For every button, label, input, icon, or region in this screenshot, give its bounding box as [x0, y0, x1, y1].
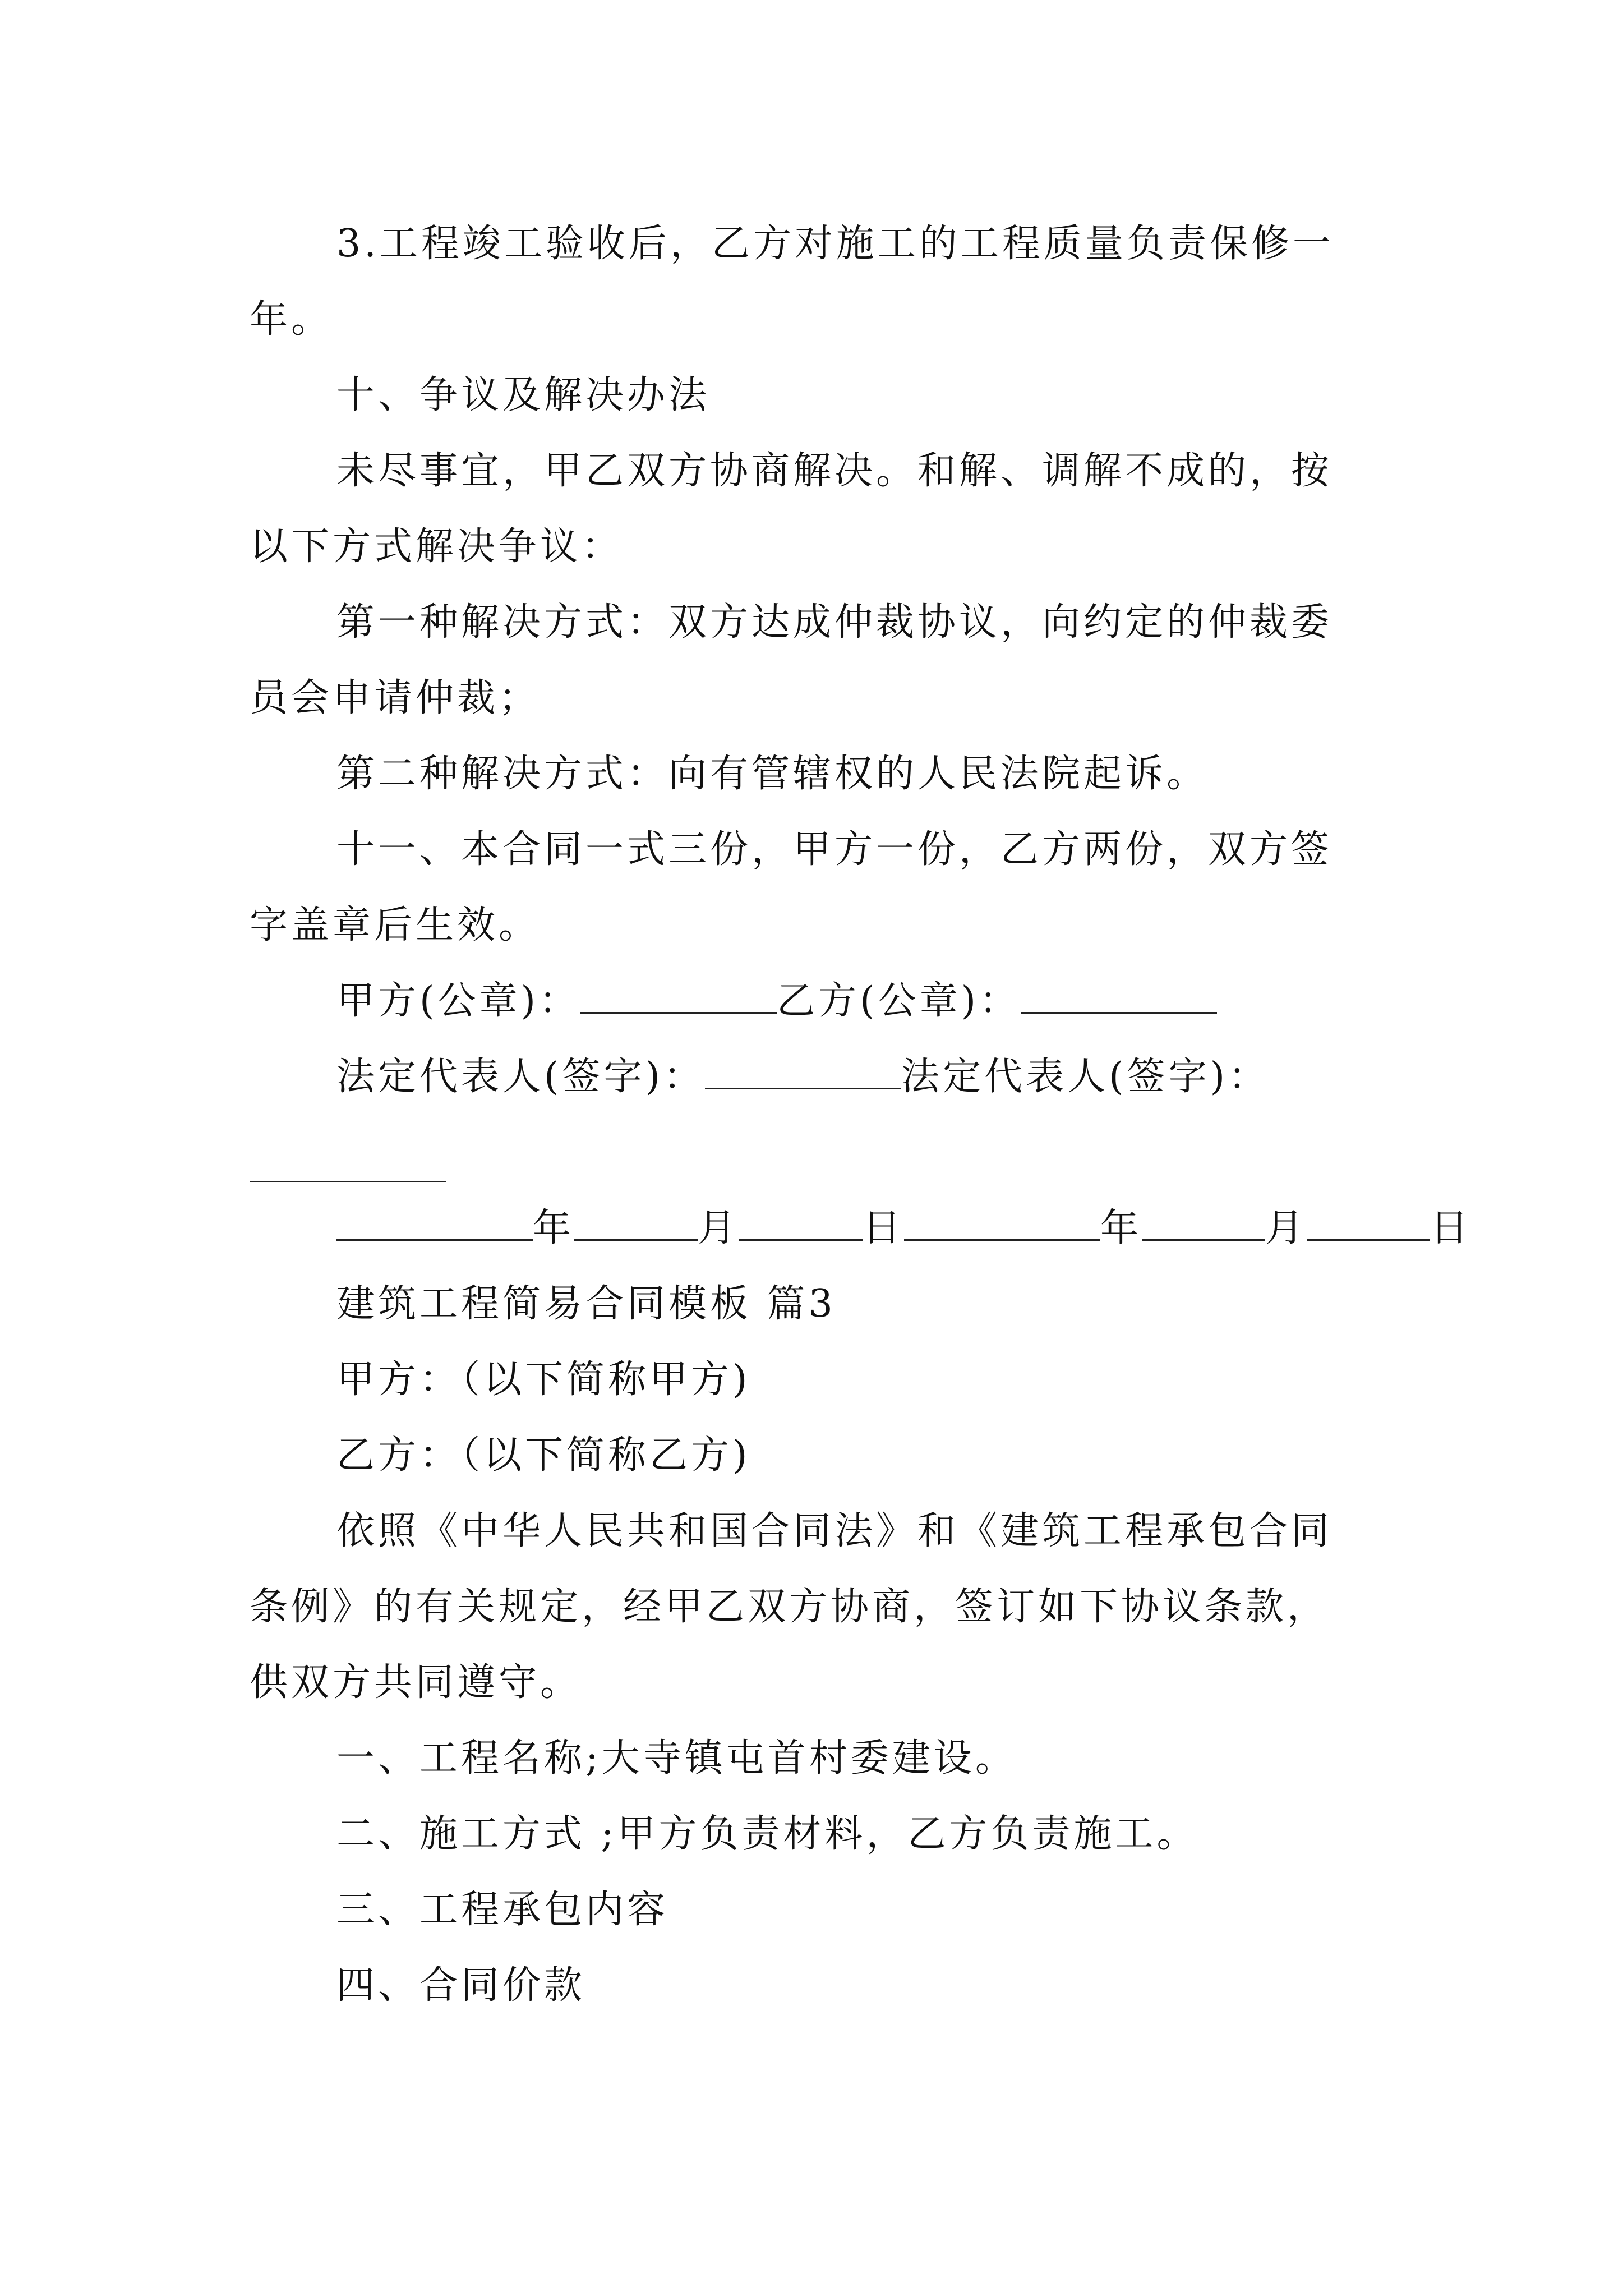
party-b-line: 乙方：（以下简称乙方) [336, 1433, 751, 1478]
date-a-year-blank [336, 1207, 533, 1241]
rep-a-label: 法定代表人(签字)： [336, 1055, 706, 1099]
date-a-month-blank [574, 1207, 698, 1241]
paragraph-copies-cont: 字盖章后生效。 [250, 903, 541, 947]
paragraph-method-one-cont: 员会申请仲裁； [250, 676, 541, 720]
date-a-year-label: 年 [533, 1206, 575, 1250]
paragraph-method-one: 第一种解决方式：双方达成仲裁协议，向约定的仲裁委 [336, 600, 1333, 645]
paragraph-warranty-cont: 年。 [250, 297, 333, 342]
party-b-seal-label: 乙方(公章)： [777, 979, 1021, 1023]
rep-a-blank [705, 1055, 901, 1089]
section-title: 建筑工程简易合同模板 篇3 [336, 1282, 836, 1326]
paragraph-method-two: 第二种解决方式：向有管辖权的人民法院起诉。 [336, 752, 1209, 796]
date-b-day-label: 日 [1430, 1206, 1472, 1250]
party-a-seal-label: 甲方(公章)： [336, 979, 581, 1023]
date-b-year-blank [904, 1207, 1100, 1241]
paragraph-dispute-cont: 以下方式解决争议： [250, 524, 624, 569]
item-contract-scope: 三、工程承包内容 [336, 1888, 669, 1932]
representative-row [336, 1055, 1270, 1099]
item-contract-price: 四、合同价款 [336, 1963, 586, 2008]
date-b-year-label: 年 [1100, 1206, 1142, 1250]
rep-b-blank [250, 1181, 446, 1182]
date-a-day-label: 日 [863, 1206, 905, 1250]
item-project-name: 一、工程名称;大寺镇屯首村委建设。 [336, 1736, 1017, 1780]
paragraph-basis: 依照《中华人民共和国合同法》和《建筑工程承包合同 [336, 1509, 1333, 1553]
paragraph-basis-cont: 条例》的有关规定，经甲乙双方协商，签订如下协议条款， [250, 1585, 1329, 1629]
item-construction-method: 二、施工方式 ;甲方负责材料，乙方负责施工。 [336, 1812, 1198, 1856]
date-a-month-label: 月 [698, 1206, 740, 1250]
date-b-day-blank [1307, 1207, 1430, 1241]
heading-dispute: 十、争议及解决办法 [336, 373, 711, 417]
paragraph-copies: 十一、本合同一式三份，甲方一份，乙方两份，双方签 [336, 827, 1333, 872]
date-row [336, 1206, 1472, 1251]
date-b-month-label: 月 [1265, 1206, 1307, 1250]
paragraph-dispute: 未尽事宜，甲乙双方协商解决。和解、调解不成的，按 [336, 449, 1333, 493]
party-a-line: 甲方：（以下简称甲方) [336, 1358, 751, 1402]
date-a-day-blank [739, 1207, 863, 1241]
paragraph-warranty: 3.工程竣工验收后，乙方对施工的工程质量负责保修一 [336, 222, 1334, 266]
party-b-seal-blank [1021, 979, 1217, 1014]
party-a-seal-blank [580, 979, 777, 1014]
rep-b-label: 法定代表人(签字)： [901, 1055, 1270, 1099]
seal-row [336, 979, 1217, 1024]
date-b-month-blank [1142, 1207, 1265, 1241]
paragraph-basis-end: 供双方共同遵守。 [250, 1660, 582, 1705]
